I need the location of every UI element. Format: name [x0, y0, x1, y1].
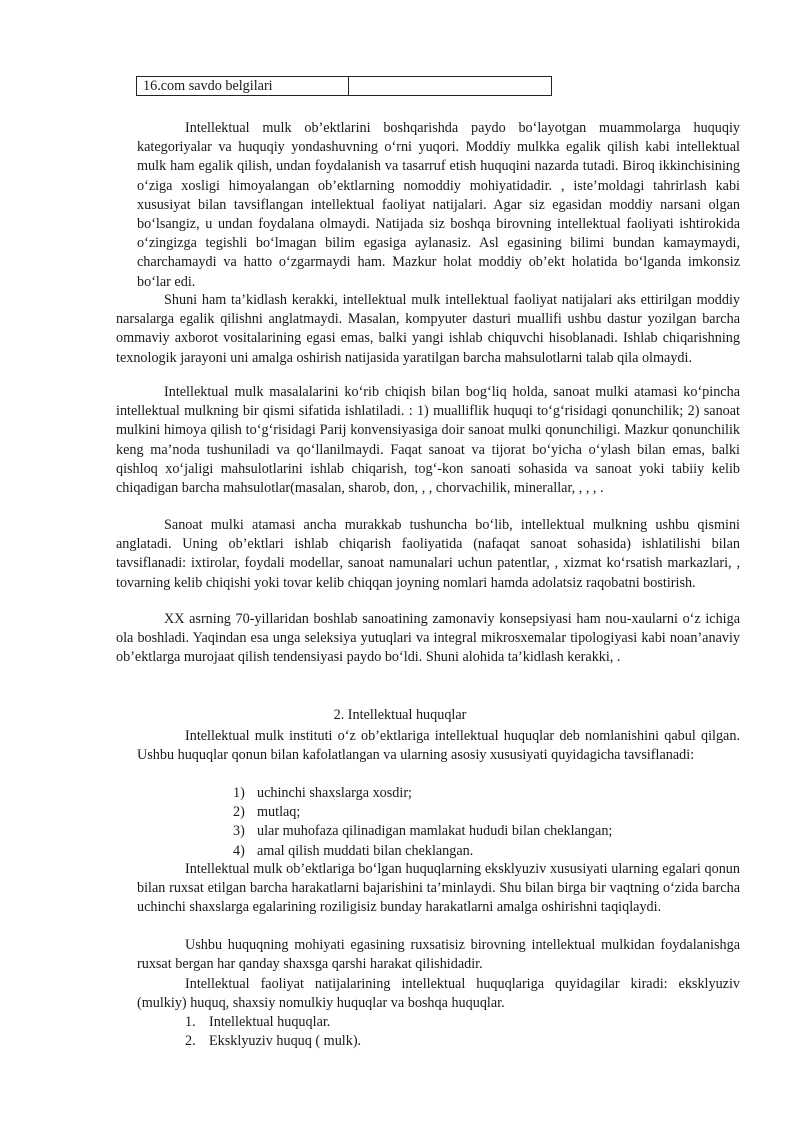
table-cell-empty [349, 77, 551, 95]
rights-list [185, 1013, 361, 1051]
paragraph-2: Shuni ham ta’kidlash kerakki, intellektual mulk intellektual faoliyat natijalari aks ettirilgan moddiy narsalarga egalik qilishni anglatmaydi. Masalan, kompyuter dasturi muallifi ushbu dastur yozilgan barcha ommaviy axborot vositalarining egasi emas, balki yangi ishlab chiquvchi hisoblanadi. Ishlab chiqarishning texnologik jarayoni uni amalga oshirish natijasida yaratilgan barcha mahsulotlarni talab qila olmaydi. [116, 292, 740, 366]
paragraph-9: Intellektual faoliyat natijalarining intellektual huquqlariga quyidagilar kiradi: eksklyuziv (mulkiy) huquq, shaxsiy nomulkiy huquqlar va boshqa huquqlar. [137, 976, 740, 1012]
paragraph-8: Ushbu huquqning mohiyati egasining ruxsatisiz birovning intellektual mulkidan foydalanishga ruxsat bergan har qanday shaxsga qarshi harakat qilishidadir. [137, 937, 740, 973]
paragraph-4: Sanoat mulki atamasi ancha murakkab tushuncha bo‘lib, intellektual mulkning ushbu qismini anglatadi. Uning ob’ektlari ishlab chiqarish faoliyatida (nafaqat sanoat sohasida) ishlatilishi bilan tavsiflanadi: ixtirolar, foydali modellar, sanoat namunalari uchun patentlar, , xizmat ko‘rsatish markazlari, , tovarning kelib chiqishi yoki tovar kelib chiqqan joyning nomlari hamda adolatsiz raqobatni bostirish. [116, 517, 740, 591]
list-item: 1) uchinchi shaxslarga xosdir; [233, 785, 412, 801]
list-item: 1. Intellektual huquqlar. [185, 1014, 331, 1030]
paragraph-1: Intellektual mulk ob’ektlarini boshqarishda paydo bo‘layotgan muammolarga huquqiy kategoriyalar va huquqiy yondashuvning o‘rni yuqori. Moddiy mulkka egalik qilish kabi intellektual mulk ham egalik qilish, undan foydalanish va tasarruf etish huquqini nazarda tutadi. Biroq ikkinchisining o‘ziga xosligi himoyalangan ob’ektlarning nomoddiy mohiyatidadir. , iste’moldagi tahrirlash kabi xususiyat bilan tavsiflangan intellektual faoliyat natijalari. Agar siz egasidan moddiy narsani olgan bo‘lsangiz, u undan foydalana olmaydi. Natijada siz boshqa birovning intellektual faoliyati ishtirokida o‘zingizga tegishli bo‘lmagan bilim egasiga aylanasiz. Asl egasining bilimi bundan kamaymaydi, charchamaydi va hatto o‘zgarmaydi ham. Mazkur holat moddiy ob’ekt holatida bo‘lganda imkonsiz bo‘lar edi. [137, 120, 740, 290]
paragraph-6: Intellektual mulk instituti o‘z ob’ektlariga intellektual huquqlar deb nomlanishini qabul qilgan. Ushbu huquqlar qonun bilan kafolatlangan va ularning asosiy xususiyati quyidagicha tavsiflanadi: [137, 728, 740, 764]
list-item: 2) mutlaq; [233, 804, 301, 821]
paragraph-5: XX asrning 70-yillaridan boshlab sanoatining zamonaviy konsepsiyasi ham nou-xaularni o‘z ichiga ola boshladi. Yaqindan esa unga seleksiya yutuqlari va integral mikrosxemalar tipologiyasi kabi noan’anaviy ob’ektlarga murojaat qilish tendensiyasi paydo bo‘ldi. Shuni alohida ta’kidlash kerakki, . [116, 611, 740, 666]
section-heading: 2. Intellektual huquqlar [333, 707, 467, 723]
trademark-table-row [136, 76, 552, 96]
list-item: 2. Eksklyuziv huquq ( mulk). [185, 1033, 362, 1050]
paragraph-7: Intellektual mulk ob’ektlariga bo‘lgan huquqlarning eksklyuziv xususiyati ularning egalari qonun bilan ruxsat etilgan barcha harakatlarni bajarishini ta’minlaydi. Shu bilan birga bir vaqtning o‘zida barcha uchinchi shaxslarga egalarining roziligisiz bunday harakatlarni amalga oshirishni taqiqlaydi. [137, 861, 740, 916]
list-item: 3) ular muhofaza qilinadigan mamlakat hududi bilan cheklangan; [233, 823, 613, 840]
features-list [233, 784, 612, 861]
table-cell-label: 16.com savdo belgilari [137, 77, 349, 95]
list-item: 4) amal qilish muddati bilan cheklangan. [233, 842, 474, 859]
paragraph-3: Intellektual mulk masalalarini ko‘rib chiqish bilan bog‘liq holda, sanoat mulki atamasi ko‘pincha intellektual mulkning bir qismi sifatida ishlatiladi. : 1) mualliflik huquqi to‘g‘risidagi qonunchilik; 2) sanoat mulkini himoya qilish to‘g‘risidagi Parij konvensiyasiga doir sanoat mulki qonunchiligi. Mazkur qonunchilik keng ma’noda tushuniladi va qo‘llanilmaydi. Faqat sanoat va tijorat bo‘yicha o‘ylash bilan emas, balki qishloq xo‘jaligi mahsulotlarini ishlab chiqarish, tog‘-kon sanoati sohasida va sanoat yoki tabiiy kelib chiqadigan barcha mahsulotlar(masalan, sharob, don, , , chorvachilik, minerallar, , , , . [116, 384, 740, 497]
